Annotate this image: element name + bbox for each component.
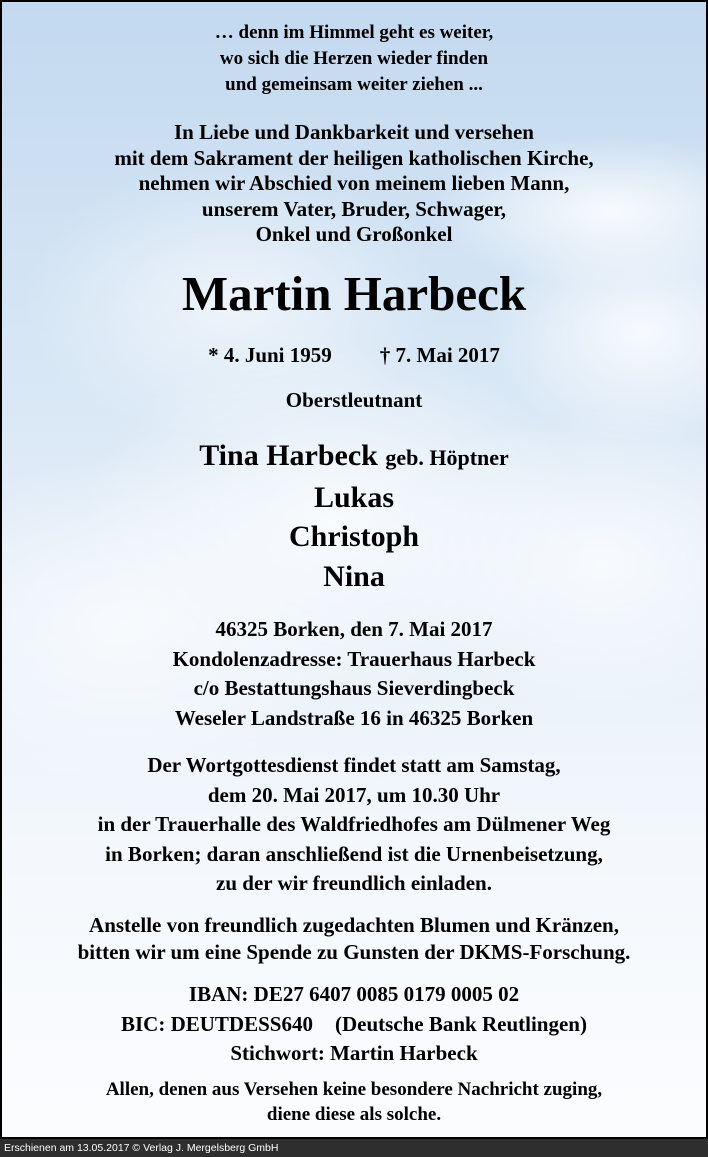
address-line: 46325 Borken, den 7. Mai 2017 [215, 617, 493, 641]
life-dates [2, 342, 706, 368]
verse-line: wo sich die Herzen wieder finden [219, 48, 489, 69]
child-name: Christoph [288, 520, 420, 553]
survivors-list [2, 436, 706, 596]
child-name: Lukas [313, 480, 395, 514]
condolence-address [2, 615, 706, 733]
address-line: Weseler Landstraße 16 in 46325 Borken [174, 705, 534, 730]
service-line: in Borken; daran anschließend ist die Urnenbeisetzung, [105, 841, 603, 866]
intro-text [2, 120, 706, 248]
bic: BIC: DEUTDESS640 [121, 1011, 313, 1036]
spouse-maiden-name: geb. Höptner [385, 445, 509, 470]
intro-line: Onkel und Großonkel [255, 222, 453, 246]
donation-line: Anstelle von freundlich zugedachten Blumen und Kränzen, [89, 913, 619, 937]
spouse [2, 436, 706, 478]
address-line: Kondolenzadresse: Trauerhaus Harbeck [172, 646, 536, 671]
iban: IBAN: DE27 6407 0085 0179 0005 02 [188, 982, 520, 1006]
address-line: c/o Bestattungshaus Sieverdingbeck [193, 676, 515, 700]
intro-line: nehmen wir Abschied von meinem lieben Mann, [138, 171, 570, 195]
bank-details [2, 980, 706, 1069]
closing-note [2, 1077, 706, 1127]
donation-line: bitten wir um eine Spende zu Gunsten der DKMS-Forschung. [77, 940, 631, 964]
intro-line: mit dem Sakrament der heiligen katholischen Kirche, [114, 145, 594, 170]
service-line: in der Trauerhalle des Waldfriedhofes am Dülmener Weg [97, 812, 611, 836]
opening-verse [2, 20, 706, 98]
service-line: Der Wortgottesdienst findet statt am Samstag, [147, 753, 561, 777]
bic-line [2, 1010, 706, 1040]
service-info [2, 751, 706, 899]
verse-line: … denn im Himmel geht es weiter, [214, 22, 494, 43]
military-rank: Oberstleutnant [285, 388, 423, 412]
closing-line: diene diese als solche. [266, 1104, 442, 1125]
verse-line: und gemeinsam weiter ziehen ... [225, 74, 483, 95]
closing-line: Allen, denen aus Versehen keine besondere Nachricht zuging, [105, 1079, 603, 1100]
deceased-name: Martin Harbeck [181, 266, 527, 321]
service-line: zu der wir freundlich einladen. [216, 871, 492, 895]
bank-name: (Deutsche Bank Reutlingen) [334, 1011, 587, 1036]
death-date: † 7. Mai 2017 [379, 343, 500, 367]
intro-line: In Liebe und Dankbarkeit und versehen [173, 120, 534, 144]
publication-footer: Erschienen am 13.05.2017 © Verlag J. Mergelsberg GmbH [0, 1139, 708, 1157]
donation-keyword: Stichwort: Martin Harbeck [230, 1041, 478, 1065]
spouse-name: Tina Harbeck [199, 439, 378, 472]
donation-request [2, 912, 706, 966]
service-line: dem 20. Mai 2017, um 10.30 Uhr [207, 782, 501, 807]
birth-date: * 4. Juni 1959 [208, 343, 332, 367]
intro-line: unserem Vater, Bruder, Schwager, [201, 196, 507, 221]
child-name: Nina [323, 559, 385, 593]
